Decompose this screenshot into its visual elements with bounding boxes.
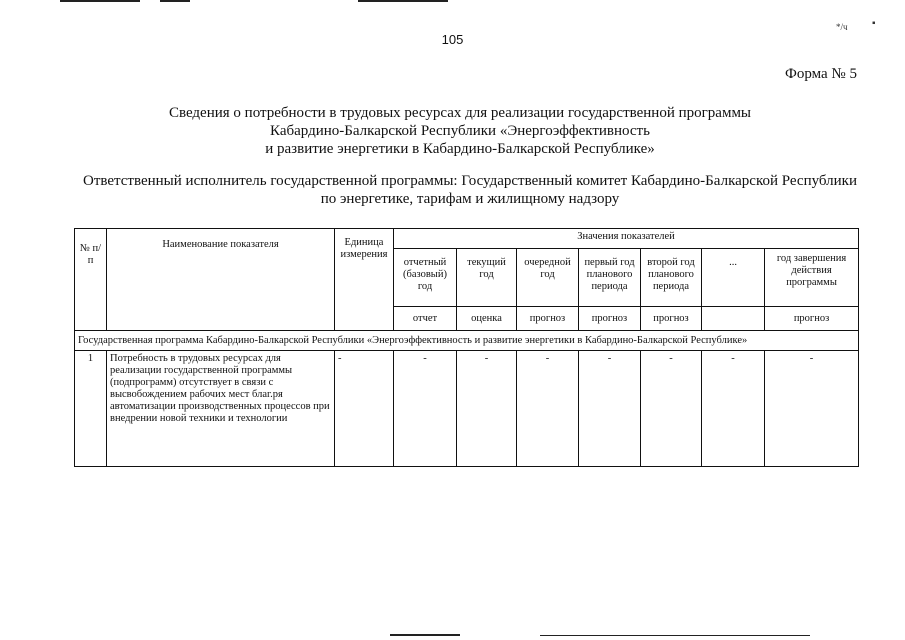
- title-line: Сведения о потребности в трудовых ресурсах для реализации государственной программы: [168, 105, 752, 121]
- corner-mark-dot: ▪: [872, 18, 876, 29]
- value-cell: -: [457, 351, 517, 467]
- scan-edge-line: [160, 0, 190, 2]
- row-name: Потребность в трудовых ресурсах для реализации государственной программы (подпрограмм) отсутствует в связи с высвобождением рабочих мест благ.ря автоматизации производственных процессов при внедрении новой техники и технологии: [107, 351, 335, 467]
- row-unit: -: [335, 351, 394, 467]
- header-values: Значения показателей: [394, 229, 859, 249]
- header-year-ellipsis: ...: [702, 249, 765, 307]
- header-year-final: год завершения действия программы: [765, 249, 859, 307]
- responsible-executor: [60, 172, 880, 208]
- form-label: Форма № 5: [785, 66, 857, 82]
- type-cell: прогноз: [517, 307, 579, 331]
- header-year-plan1: первый год планового периода: [579, 249, 641, 307]
- corner-mark: */ч: [836, 22, 848, 32]
- header-num: № п/п: [75, 229, 107, 331]
- value-cell: -: [579, 351, 641, 467]
- header-name: Наименование показателя: [107, 229, 335, 331]
- value-cell: -: [641, 351, 702, 467]
- header-year-current: текущий год: [457, 249, 517, 307]
- type-cell: отчет: [394, 307, 457, 331]
- type-cell: прогноз: [641, 307, 702, 331]
- executor-line: по энергетике, тарифам и жилищному надзору: [320, 191, 620, 207]
- row-num: 1: [75, 351, 107, 467]
- header-year-next: очередной год: [517, 249, 579, 307]
- title-line: Кабардино-Балкарской Республики «Энергоэффективность: [270, 123, 650, 139]
- type-cell: прогноз: [579, 307, 641, 331]
- program-row: Государственная программа Кабардино-Балкарской Республики «Энергоэффективность и развитие энергетики в Кабардино-Балкарской Республике»: [75, 331, 859, 351]
- type-cell: [702, 307, 765, 331]
- scan-edge-line: [60, 0, 140, 2]
- scan-edge-line: [358, 0, 448, 2]
- value-cell: -: [702, 351, 765, 467]
- header-year-plan2: второй год планового периода: [641, 249, 702, 307]
- type-cell: оценка: [457, 307, 517, 331]
- scan-edge-line: [390, 634, 460, 636]
- scan-edge-line: [540, 635, 810, 636]
- header-unit: Единица измерения: [335, 229, 394, 331]
- value-cell: -: [394, 351, 457, 467]
- executor-line: Ответственный исполнитель государственной программы: Государственный комитет Кабардино-Балкарской Республики: [82, 173, 857, 189]
- labor-resources-table: [74, 228, 859, 467]
- value-cell: -: [765, 351, 859, 467]
- document-title: [60, 104, 860, 158]
- header-year-base: отчетный (базовый) год: [394, 249, 457, 307]
- title-line: и развитие энергетики в Кабардино-Балкарской Республике»: [265, 141, 655, 157]
- page-number: 105: [441, 32, 464, 47]
- value-cell: -: [517, 351, 579, 467]
- type-cell: прогноз: [765, 307, 859, 331]
